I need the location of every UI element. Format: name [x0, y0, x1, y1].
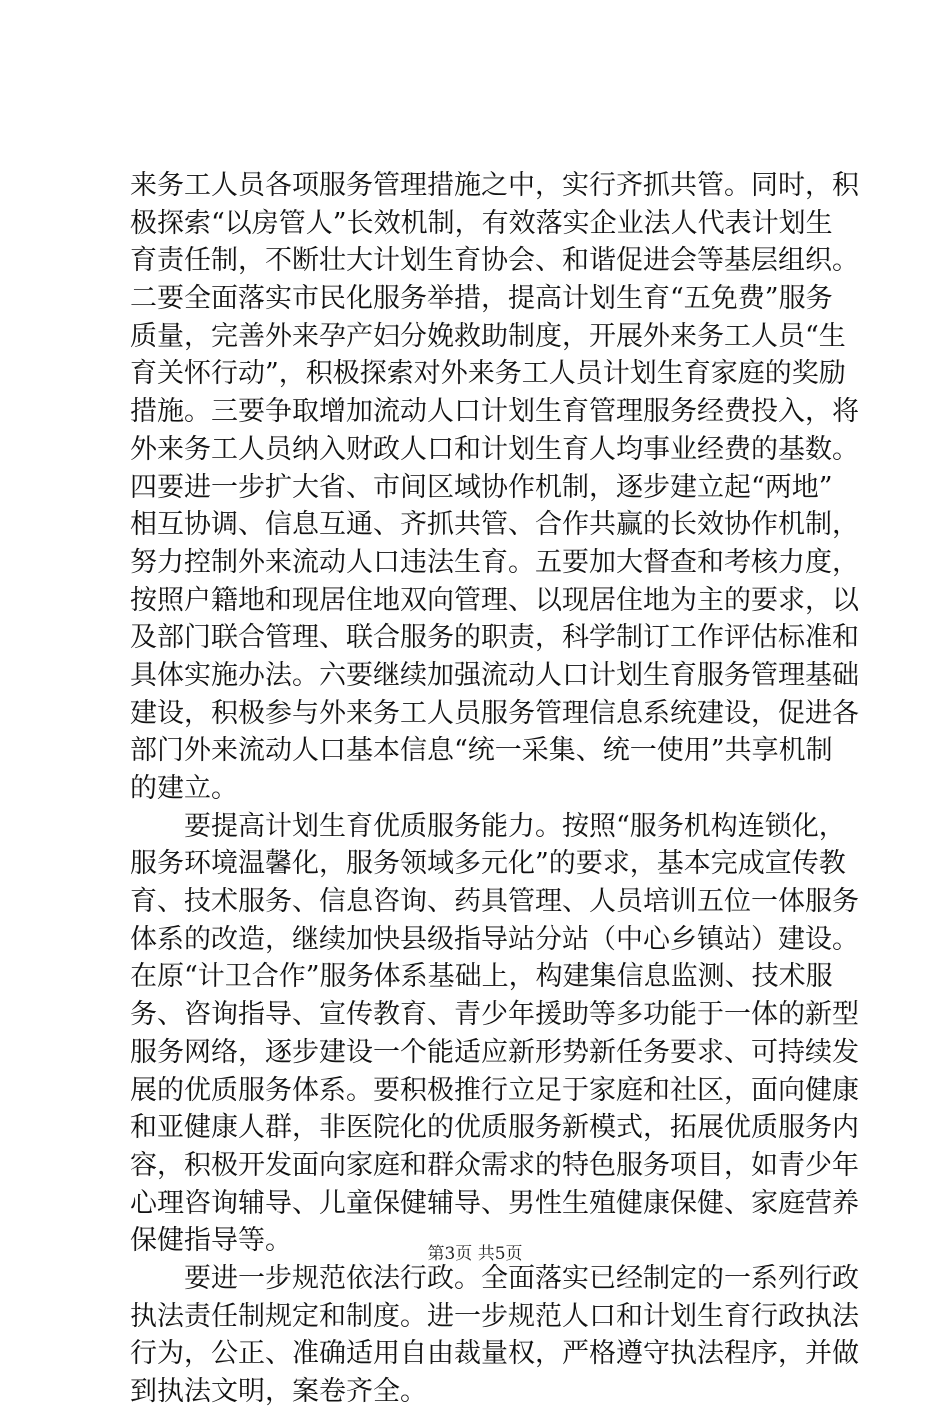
paragraph-line: 按照户籍地和现居住地双向管理、以现居住地为主的要求，以 — [130, 584, 859, 616]
paragraph-line: 努力控制外来流动人口违法生育。五要加大督查和考核力度， — [130, 546, 859, 578]
paragraph-line: 措施。三要争取增加流动人口计划生育管理服务经费投入，将 — [130, 396, 859, 428]
page-number-label: 第3页 共5页 — [427, 1244, 523, 1264]
paragraph-first-line: 要进一步规范依法行政。全面落实已经制定的一系列行政 — [184, 1262, 859, 1294]
page-footer — [0, 1239, 950, 1264]
paragraph-line: 和亚健康人群，非医院化的优质服务新模式，拓展优质服务内 — [130, 1112, 859, 1144]
paragraph-line: 育关怀行动”，积极探索对外来务工人员计划生育家庭的奖励 — [130, 358, 846, 390]
paragraph-line: 执法责任制规定和制度。进一步规范人口和计划生育行政执法 — [130, 1300, 859, 1332]
paragraph-line: 育责任制，不断壮大计划生育协会、和谐促进会等基层组织。 — [130, 245, 859, 277]
paragraph-line: 务、咨询指导、宣传教育、青少年援助等多功能于一体的新型 — [130, 999, 859, 1031]
paragraph-line: 及部门联合管理、联合服务的职责，科学制订工作评估标准和 — [130, 622, 859, 654]
paragraph-line: 育、技术服务、信息咨询、药具管理、人员培训五位一体服务 — [130, 886, 859, 918]
paragraph-line: 行为，公正、准确适用自由裁量权，严格遵守执法程序，并做 — [130, 1338, 859, 1370]
paragraph-first-line: 要提高计划生育优质服务能力。按照“服务机构连锁化， — [184, 810, 846, 842]
paragraph-line: 质量，完善外来孕产妇分娩救助制度，开展外来务工人员“生 — [130, 320, 846, 352]
paragraph-line: 外来务工人员纳入财政人口和计划生育人均事业经费的基数。 — [130, 433, 859, 465]
paragraph-line: 的建立。 — [130, 773, 238, 804]
paragraph-line: 具体实施办法。六要继续加强流动人口计划生育服务管理基础 — [130, 659, 859, 691]
paragraph-line: 相互协调、信息互通、齐抓共管、合作共赢的长效协作机制， — [130, 509, 859, 541]
paragraph-line: 到执法文明，案卷齐全。 — [130, 1376, 427, 1407]
paragraph-line: 心理咨询辅导、儿童保健辅导、男性生殖健康保健、家庭营养 — [130, 1187, 859, 1219]
paragraph-line: 保健指导等。 — [130, 1225, 292, 1257]
paragraph-line: 来务工人员各项服务管理措施之中，实行齐抓共管。同时，积 — [130, 170, 859, 201]
paragraph-line: 展的优质服务体系。要积极推行立足于家庭和社区，面向健康 — [130, 1074, 859, 1106]
document-body — [130, 167, 859, 1411]
paragraph-line: 体系的改造，继续加快县级指导站分站（中心乡镇站）建设。 — [130, 923, 859, 955]
paragraph-line: 二要全面落实市民化服务举措，提高计划生育“五免费”服务 — [130, 283, 833, 315]
paragraph-line: 四要进一步扩大省、市间区域协作机制，逐步建立起“两地” — [130, 471, 833, 503]
paragraph-line: 部门外来流动人口基本信息“统一采集、统一使用”共享机制 — [130, 735, 833, 767]
paragraph-line: 极探索“以房管人”长效机制，有效落实企业法人代表计划生 — [130, 207, 833, 239]
paragraph-line: 服务网络，逐步建设一个能适应新形势新任务要求、可持续发 — [130, 1036, 859, 1068]
paragraph-line: 容，积极开发面向家庭和群众需求的特色服务项目，如青少年 — [130, 1149, 859, 1181]
paragraph-line: 在原“计卫合作”服务体系基础上，构建集信息监测、技术服 — [130, 961, 833, 993]
paragraph-line: 建设，积极参与外来务工人员服务管理信息系统建设，促进各 — [130, 697, 859, 729]
paragraph-line: 服务环境温馨化，服务领域多元化”的要求，基本完成宣传教 — [130, 848, 846, 880]
